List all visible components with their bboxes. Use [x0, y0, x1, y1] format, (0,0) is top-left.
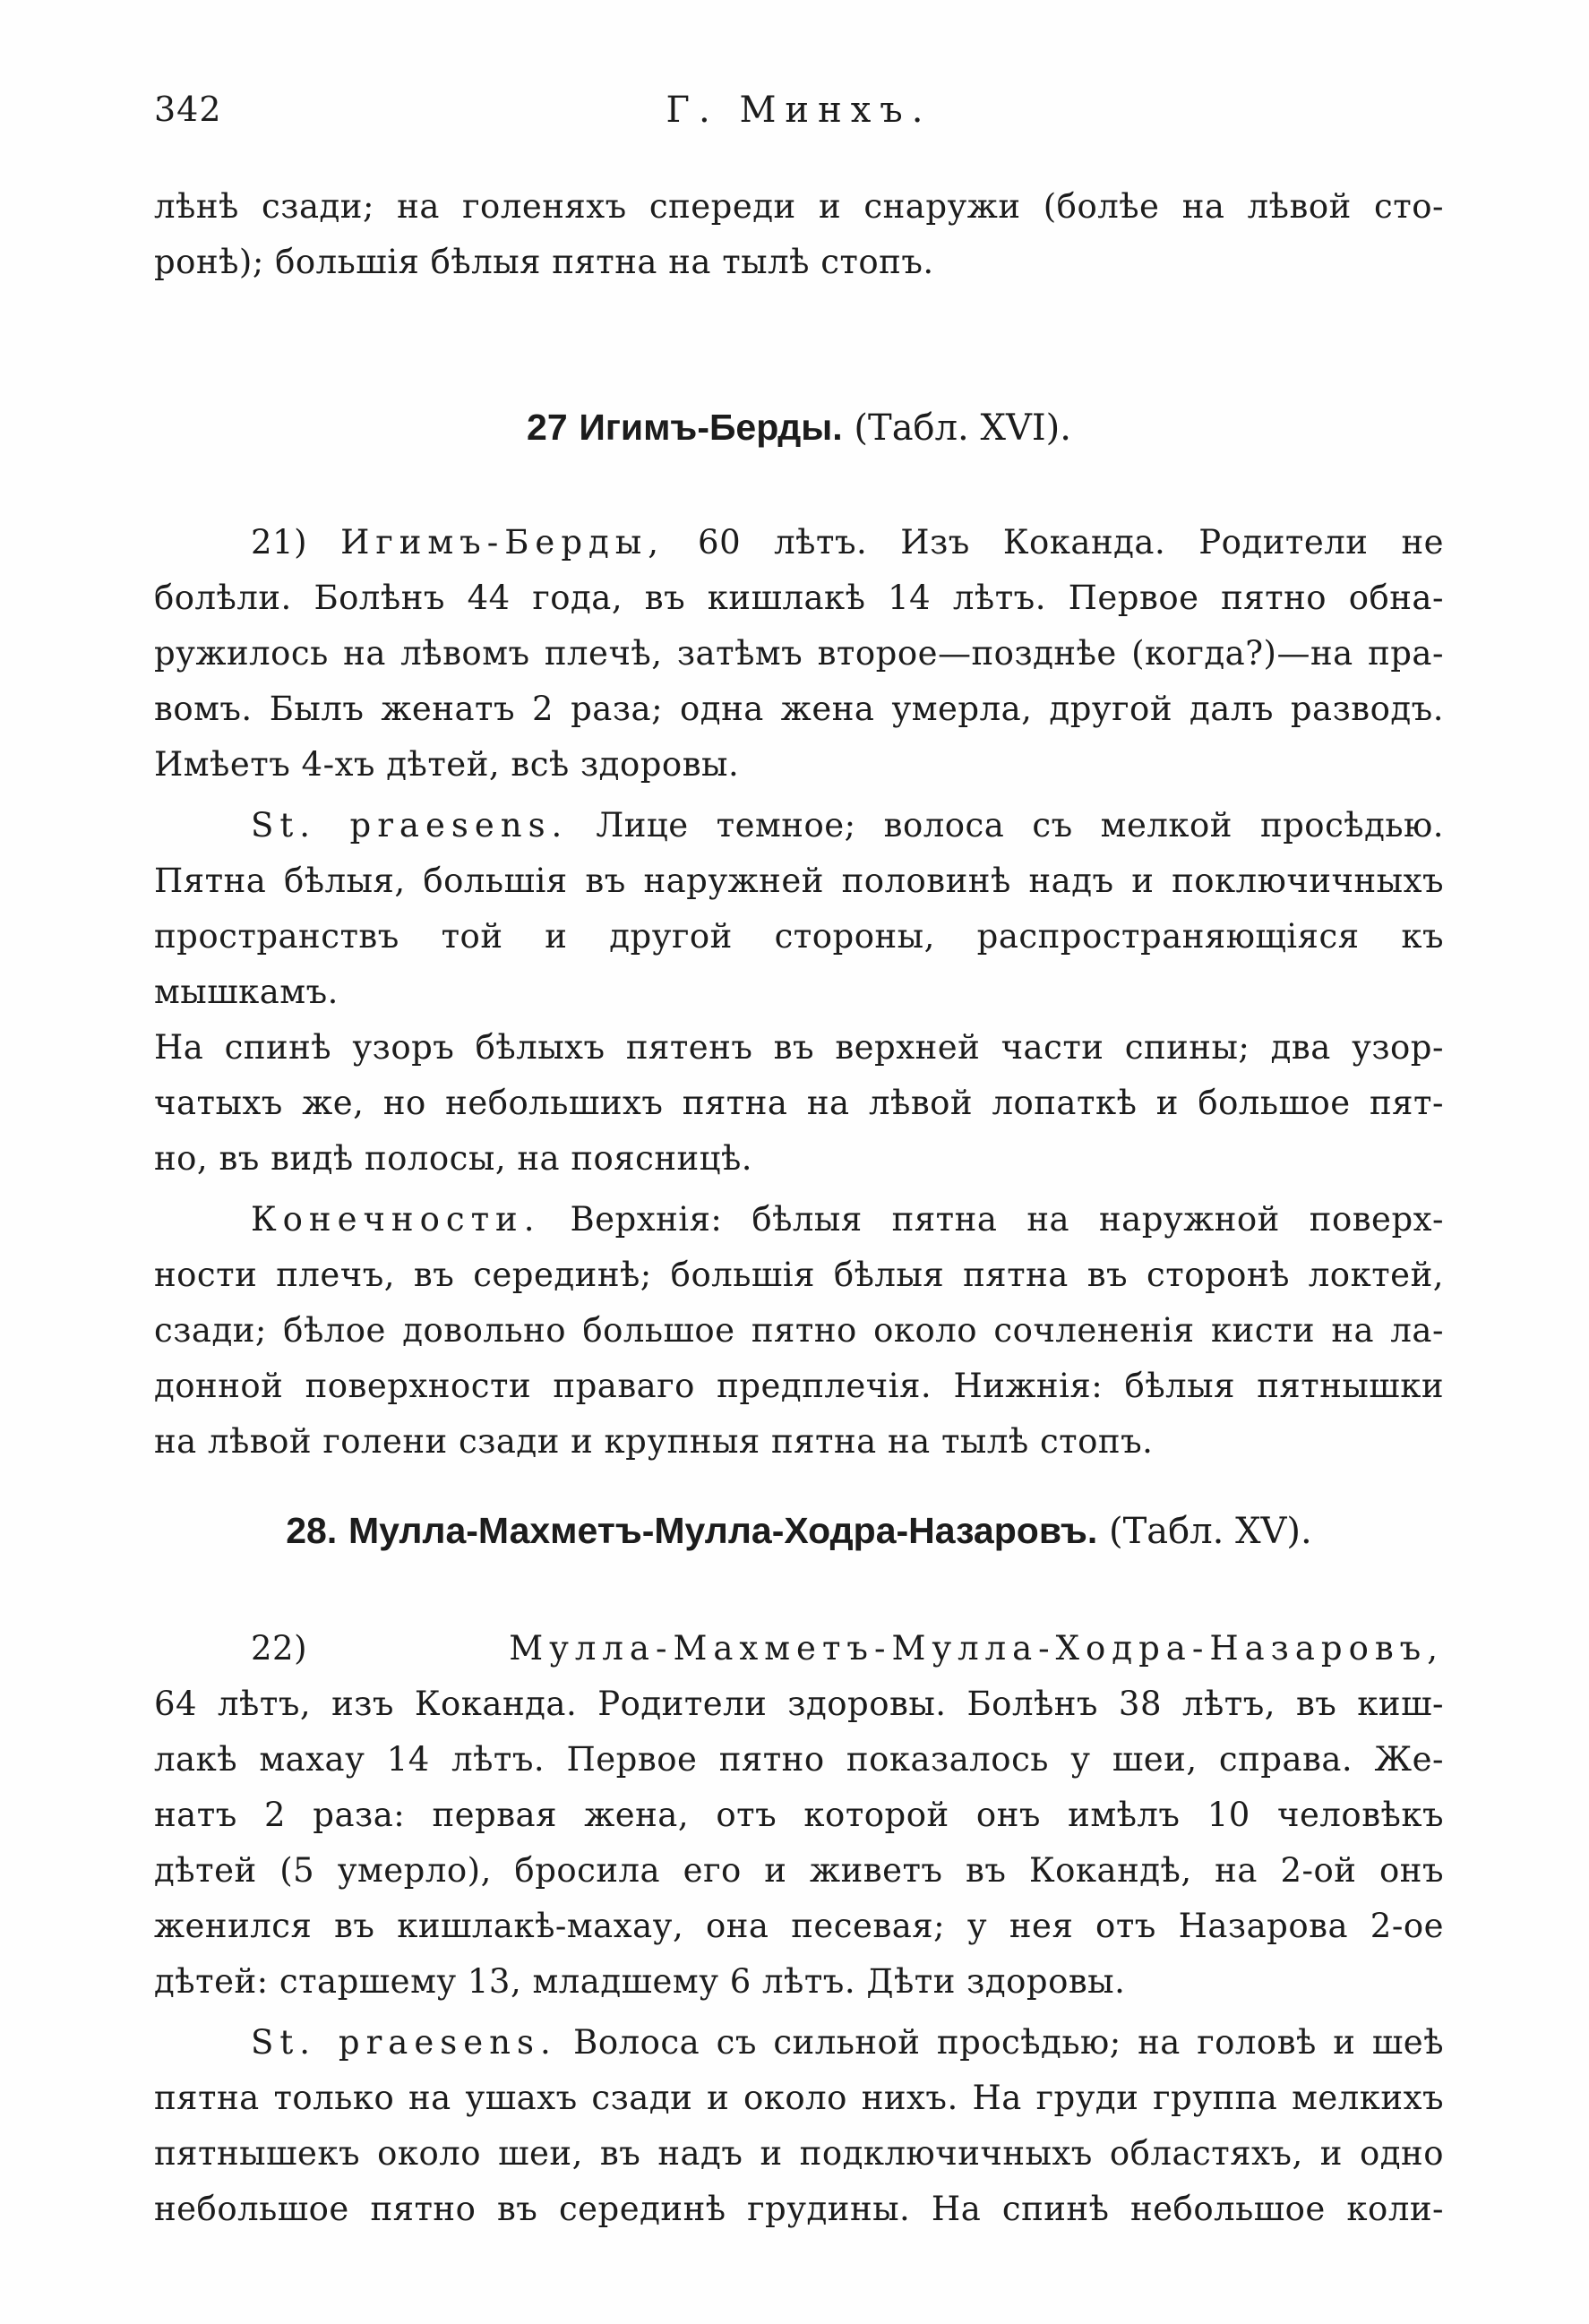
- text-line: [154, 798, 1444, 853]
- text-line: болѣли. Болѣнъ 44 года, въ кишлакѣ 14 лѣтъ. Первое пятно обна-: [154, 579, 1444, 617]
- patient-name: Игимъ-Берды,: [340, 523, 665, 562]
- text-line: Пятна бѣлыя, большія въ наружней половинѣ надъ и поключичныхъ: [154, 862, 1444, 900]
- case-number: 22): [251, 1629, 308, 1668]
- text-fragment: Волоса съ сильной просѣдью; на головѣ и шеѣ: [556, 2023, 1445, 2062]
- text-line: женился въ кишлакѣ-махау, она песевая; у нея отъ Назарова 2-ое: [154, 1907, 1444, 1945]
- text-line: натъ 2 раза: первая жена, отъ которой онъ имѣлъ 10 человѣкъ: [154, 1796, 1444, 1834]
- text-fragment: Лице темное; волоса съ мелкой просѣдью.: [568, 806, 1445, 845]
- text-line: вомъ. Былъ женатъ 2 раза; одна жена умерла, другой далъ разводъ.: [154, 690, 1444, 728]
- section-heading-27: [154, 399, 1444, 456]
- table-reference: (Табл. XV).: [1109, 1511, 1312, 1552]
- limbs-label: Конечности.: [251, 1200, 541, 1239]
- text-line: Имѣетъ 4-хъ дѣтей, всѣ здоровы.: [154, 745, 740, 784]
- status-label: St. praesens.: [251, 806, 569, 845]
- text-line: ружилось на лѣвомъ плечѣ, затѣмъ второе—позднѣе (когда?)—на пра-: [154, 634, 1444, 673]
- text-line: ронѣ); большія бѣлыя пятна на тылѣ стопъ.: [154, 243, 934, 281]
- text-line: 64 лѣтъ, изъ Коканда. Родители здоровы. Болѣнъ 38 лѣтъ, въ киш-: [154, 1685, 1444, 1723]
- continuation-paragraph: [154, 179, 1444, 290]
- text-fragment: Верхнія: бѣлыя пятна на наружной поверх-: [540, 1200, 1444, 1239]
- case-22: [154, 1621, 1444, 2237]
- text-line: пятна только на ушахъ сзади и около нихъ. На груди группа мелкихъ: [154, 2079, 1444, 2117]
- text-line: [154, 1192, 1444, 1248]
- section-number: 28.: [286, 1510, 338, 1551]
- text-line: чатыхъ же, но небольшихъ пятна на лѣвой лопаткѣ и большое пят-: [154, 1084, 1444, 1122]
- text-line: но, въ видѣ полосы, на поясницѣ.: [154, 1139, 753, 1178]
- text-line: [154, 515, 1444, 570]
- patient-name: Мулла-Махметъ-Мулла-Ходра-Назаровъ,: [509, 1629, 1444, 1668]
- section-name: Игимъ-Берды.: [579, 407, 843, 448]
- text-line: донной поверхности праваго предплечія. Нижнія: бѣлыя пятнышки: [154, 1367, 1444, 1405]
- text-line: лакѣ махау 14 лѣтъ. Первое пятно показалось у шеи, справа. Же-: [154, 1740, 1444, 1779]
- text-line: [154, 2015, 1444, 2071]
- page-header: [154, 90, 1444, 143]
- text-line: ности плечъ, въ серединѣ; большія бѣлыя пятна въ сторонѣ локтей,: [154, 1256, 1444, 1294]
- text-line: пятнышекъ около шеи, въ надъ и подключичныхъ областяхъ, и одно: [154, 2134, 1444, 2173]
- section-heading-28: [154, 1503, 1444, 1559]
- section-name: Мулла-Махметъ-Мулла-Ходра-Назаровъ.: [348, 1510, 1098, 1551]
- case-number: 21): [251, 523, 308, 562]
- text-line: дѣтей (5 умерло), бросила его и живетъ въ Кокандѣ, на 2-ой онъ: [154, 1851, 1444, 1890]
- text-line: дѣтей: старшему 13, младшему 6 лѣтъ. Дѣти здоровы.: [154, 1962, 1126, 2001]
- text-line: на лѣвой голени сзади и крупныя пятна на тылѣ стопъ.: [154, 1422, 1154, 1461]
- page-number: 342: [154, 90, 222, 129]
- text-line: сзади; бѣлое довольно большое пятно около сочлененія кисти на ла-: [154, 1311, 1444, 1350]
- text-line: [154, 1621, 1444, 1677]
- text-line: На спинѣ узоръ бѣлыхъ пятенъ въ верхней части спины; два узор-: [154, 1028, 1444, 1067]
- text-line: пространствъ той и другой стороны, распространяющіяся къ мышкамъ.: [154, 917, 1444, 1011]
- text-fragment: 60 лѣтъ. Изъ Коканда. Родители не: [665, 523, 1444, 562]
- running-head: Г. Минхъ.: [666, 90, 932, 131]
- section-number: 27: [527, 407, 568, 448]
- table-reference: (Табл. XVI).: [854, 407, 1071, 449]
- text-line: небольшое пятно въ серединѣ грудины. На спинѣ небольшое коли-: [154, 2190, 1444, 2228]
- case-21: [154, 515, 1444, 1470]
- status-label: St. praesens.: [251, 2023, 557, 2062]
- text-line: лѣнѣ сзади; на голеняхъ спереди и снаружи (болѣе на лѣвой сто-: [154, 187, 1444, 226]
